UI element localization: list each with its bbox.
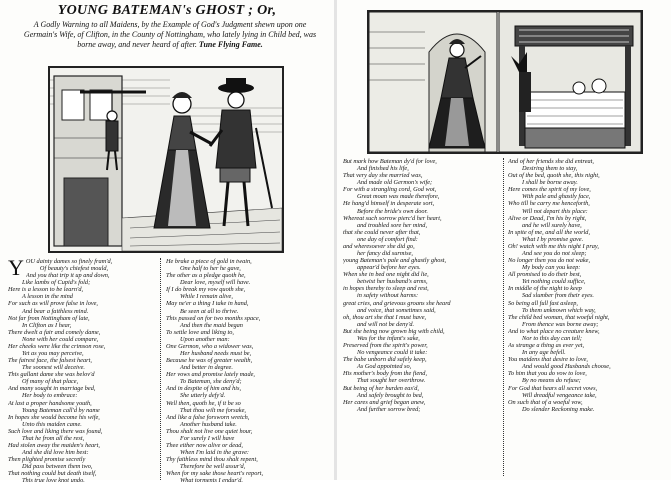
verse-line: Because he was of greater wealth, bbox=[166, 357, 253, 365]
verse-line: From thence was borne away; bbox=[522, 320, 599, 328]
verse-line: Before the bride's own door. bbox=[357, 207, 428, 215]
verse-line: Her body to embrace: bbox=[22, 392, 78, 400]
verse-line: Therefore be well assur'd, bbox=[180, 463, 246, 471]
left-page bbox=[0, 0, 334, 485]
verse-line: Was for the infant's sake, bbox=[357, 334, 420, 342]
verse-line: My body can you keep: bbox=[522, 264, 581, 272]
verse-line: And she did love him best: bbox=[22, 449, 89, 457]
verse-line: Here comes the spirit of my love, bbox=[508, 186, 591, 194]
verse-line: And bear a faithless mind. bbox=[22, 307, 89, 315]
verse-line: great cries, and grievous groans she heard bbox=[343, 299, 451, 307]
verse-line: At last a proper handsome youth, bbox=[8, 399, 92, 407]
verse-line: In spite of me, and all the world, bbox=[508, 228, 591, 236]
verse-line: Great moan was made therefore, bbox=[357, 193, 440, 201]
verse-line: If I do break my vow quoth she, bbox=[166, 286, 246, 294]
verse-line: Will not depart this place: bbox=[522, 207, 588, 215]
verse-line: Her cheeks were like the crimson rose, bbox=[8, 342, 106, 350]
verse-line: Of beauty's chiefest mould, bbox=[39, 265, 109, 273]
verse-line: young Bateman's pale and ghastly ghost, bbox=[343, 257, 447, 265]
verse-line: Such love and liking there was found, bbox=[8, 427, 103, 435]
verse-line: To him that you do vow to love, bbox=[508, 370, 587, 378]
verse-line: Dear love, myself will have. bbox=[180, 279, 251, 287]
verse-line: Yet nothing could suffice, bbox=[522, 278, 586, 286]
verse-line: As strange a thing as ever yet, bbox=[508, 342, 585, 350]
verse-line: Thy faithless mind thou shalt repent, bbox=[166, 456, 258, 464]
verse-line: Yet as you may perceive, bbox=[22, 350, 84, 358]
verse-line: No longer then you do not wake, bbox=[508, 257, 591, 265]
verse-line: oh, thou art she that I must have, bbox=[343, 313, 427, 321]
verse-line: By no means do refuse; bbox=[522, 377, 581, 385]
verse-line: And finished his life, bbox=[357, 165, 409, 173]
verse-line: That sought her overthrow. bbox=[357, 377, 426, 385]
verse-line: and wheresoever she did go, bbox=[343, 242, 415, 250]
verse-line: One half to her he gave, bbox=[180, 265, 241, 273]
verse-line: None with her could compare, bbox=[22, 335, 99, 343]
verse-line: I shall be borne away. bbox=[522, 179, 578, 187]
verse-line: But mark how Bateman dy'd for love, bbox=[343, 158, 437, 165]
verse-line: Another husband take. bbox=[180, 420, 237, 428]
left-column-2 bbox=[166, 258, 326, 485]
verse-line: And better in degree. bbox=[180, 364, 233, 372]
verse-line: appear'd before her eyes. bbox=[357, 264, 421, 272]
verse-line: He hang'd himself in desperate sort, bbox=[343, 200, 435, 208]
verse-line: And you that trip it up and down, bbox=[25, 272, 110, 280]
ballad-title: YOUNG BATEMAN's GHOST ; Or, bbox=[57, 3, 277, 18]
verse-line: her fancy did surmise, bbox=[357, 250, 413, 258]
verse-line: Alive or Dead, I'm his by right, bbox=[508, 214, 587, 222]
verse-line: Desiring them to stay, bbox=[522, 165, 578, 173]
verse-line: His mother's body from the fiend, bbox=[343, 370, 428, 378]
verse-line: And of her friends she did entreat, bbox=[508, 158, 594, 165]
verse-line: Did pass between them two, bbox=[22, 463, 93, 471]
verse-line: Sad slumber from their eyes. bbox=[522, 292, 594, 300]
verse-line: The child bed woman, that woeful night, bbox=[508, 313, 610, 321]
verse-line: That thou wilt me forsake, bbox=[180, 406, 246, 414]
verse-line: Here is a lesson to be learn'd, bbox=[8, 286, 84, 294]
verse-line: And to what place no creature knew, bbox=[508, 327, 600, 335]
verse-line: Out of the bed, quoth she, this night, bbox=[508, 172, 600, 180]
verse-line: With pale and ghastly face, bbox=[522, 193, 591, 201]
verse-line: Her vows and promise lately made, bbox=[166, 371, 255, 379]
verse-line: A lesson in the mind bbox=[22, 293, 73, 301]
verse-line: Young Bateman call'd by name bbox=[22, 406, 100, 414]
verse-line: And then the maid began bbox=[180, 321, 243, 329]
verse-line: Oh! watch with me this night I pray, bbox=[508, 242, 599, 250]
verse-line: Her cares and grief began anew, bbox=[343, 398, 426, 406]
left-column-1 bbox=[8, 255, 156, 485]
verse-line: The fairest face, the falsest heart, bbox=[8, 357, 92, 365]
verse-line: Then plighted promise secretly bbox=[8, 456, 86, 464]
verse-line: He brake a piece of gold in twain, bbox=[166, 258, 252, 265]
woodcut-ghost-and-bed-illustration bbox=[369, 12, 641, 152]
woodcut-hanging-and-couple-illustration bbox=[50, 68, 282, 251]
right-page bbox=[337, 0, 671, 480]
verse-line: and he will surely have, bbox=[522, 221, 582, 229]
verse-line: The soonest will deceive. bbox=[22, 364, 85, 372]
verse-line: What torments I endur'd. bbox=[180, 477, 243, 485]
verse-line: This true love knot undo. bbox=[22, 477, 85, 485]
verse-line: Like lambs of Cupid's fold; bbox=[22, 279, 91, 287]
verse-line: This passed on for two months space, bbox=[166, 314, 261, 322]
verse-line: Of many of that place, bbox=[22, 378, 79, 386]
verse-line: Thou shalt not live one quiet hour, bbox=[166, 427, 253, 435]
verse-line: Upon another man: bbox=[180, 335, 230, 343]
verse-line: There dwelt a fair and comely dame, bbox=[8, 328, 101, 336]
verse-line: And made old Germon's wife; bbox=[357, 179, 433, 187]
woodcut-right bbox=[367, 10, 643, 154]
verse-line: And further sorrow bred; bbox=[357, 405, 421, 413]
verse-line: That very day she married was, bbox=[343, 172, 423, 180]
verse-line: The other as a pledge quoth he, bbox=[166, 272, 246, 280]
verse-line: OU dainty dames so finely fram'd, bbox=[25, 258, 113, 265]
verse-line: This gallant dame she was belov'd bbox=[8, 371, 95, 379]
verse-line: Whereat such sorrow pierc'd her heart, bbox=[343, 214, 442, 222]
verse-line: Had stolen away the maiden's heart, bbox=[8, 442, 100, 450]
drop-cap: Y bbox=[8, 255, 24, 280]
verse-line: Her husband needs must be, bbox=[180, 350, 252, 358]
verse-line: one day of comfort find: bbox=[357, 235, 418, 243]
verse-line: And safely brought to bed, bbox=[357, 391, 424, 399]
verse-line: in hopes thereby to sleep and rest, bbox=[343, 285, 429, 293]
right-column-1 bbox=[343, 158, 503, 413]
verse-line: For God that hears all secret vows, bbox=[508, 384, 598, 392]
verse-line: Well then, quoth he, if it be so bbox=[166, 399, 241, 407]
verse-line: For surely I will have bbox=[180, 434, 235, 442]
verse-line: And in despite of him and his, bbox=[166, 385, 242, 393]
verse-line: To Bateman, she deny'd; bbox=[180, 378, 242, 386]
right-column-2 bbox=[508, 158, 668, 413]
verse-line: When for my sake those heart's report, bbox=[166, 470, 264, 478]
verse-line: Who till he carry me henceforth, bbox=[508, 200, 590, 208]
verse-line: What I by promise gave. bbox=[522, 235, 584, 243]
verse-line: and voice, that sometimes said, bbox=[357, 306, 436, 314]
verse-line: Preserved from the spirit's power, bbox=[343, 342, 428, 350]
verse-line: Nor to this day can tell; bbox=[522, 334, 582, 342]
verse-line: In middle of the night to keep bbox=[508, 285, 582, 293]
column-divider bbox=[160, 258, 163, 480]
ballad-subtitle bbox=[20, 20, 320, 50]
verse-line: Be seen at all to thrive. bbox=[180, 307, 239, 315]
verse-line: As God appointed so, bbox=[357, 363, 412, 371]
verse-line: That nothing could but death itself, bbox=[8, 470, 97, 478]
verse-line: and will not be deny'd. bbox=[357, 320, 415, 328]
verse-line: She utterly defy'd. bbox=[180, 392, 226, 400]
verse-line: And many sought in marriage bed, bbox=[8, 385, 96, 393]
verse-line: And like a false forsworn wretch, bbox=[166, 413, 250, 421]
verse-line: Do slender Reckoning make. bbox=[522, 405, 595, 413]
verse-line: All promised to do their best, bbox=[508, 271, 582, 279]
column-divider bbox=[503, 158, 506, 476]
verse-line: Will dreadful vengeance take, bbox=[522, 391, 597, 399]
verse-line: That he from all the rest, bbox=[22, 434, 85, 442]
verse-line: betwixt her husband's arms, bbox=[357, 278, 428, 286]
verse-line: In hopes she would become his wife, bbox=[8, 413, 100, 421]
verse-line: May ne'er a thing I take in hand, bbox=[166, 300, 249, 308]
verse-line: For with a strangling cord, God wot, bbox=[343, 186, 437, 194]
verse-line: In Clifton as I hear, bbox=[22, 321, 72, 329]
verse-line: Unto this maiden came. bbox=[22, 420, 82, 428]
verse-line: When she in bed one night did lie, bbox=[343, 271, 429, 279]
verse-line: On such that of a woeful vow, bbox=[508, 398, 583, 406]
subtitle-text: A Godly Warning to all Maidens, by the Example of God's Judgment shewn upon one Germain's Wife, of Clifton, in the County of Nottingham, who lately lying in Child bed, was borne away, and never heard of after. bbox=[23, 20, 317, 49]
verse-line: To them unknown which way, bbox=[522, 306, 596, 314]
verse-line: that she could never after that, bbox=[343, 228, 421, 236]
tune-note: Tune Flying Fame. bbox=[198, 40, 263, 49]
verse-line: For such as will prove false in love, bbox=[8, 300, 99, 308]
woodcut-left bbox=[48, 66, 284, 253]
verse-line: One Germon, who a widower was, bbox=[166, 342, 254, 350]
verse-line: While I remain alive, bbox=[180, 293, 233, 301]
verse-line: When I'm laid in the grave: bbox=[180, 449, 250, 457]
verse-line: No vengeance could it take: bbox=[357, 349, 428, 357]
verse-line: But she being now grown big with child, bbox=[343, 327, 445, 335]
verse-line: To settle love and liking to, bbox=[166, 328, 234, 336]
verse-line: Thee either now alive or dead, bbox=[166, 442, 243, 450]
verse-line: In any age befell. bbox=[522, 349, 566, 357]
verse-line: Not far from Nottingham of late, bbox=[8, 314, 90, 322]
verse-line: The babe unborn did safely keep, bbox=[343, 356, 427, 364]
verse-line: And see you do not sleep; bbox=[522, 250, 587, 258]
verse-line: And would good Husbands choose, bbox=[522, 363, 611, 371]
verse-line: in safety without harms: bbox=[357, 292, 419, 300]
verse-line: So being all full fast asleep, bbox=[508, 299, 578, 307]
verse-line: But being of her burden eas'd, bbox=[343, 384, 419, 392]
verse-line: You maidens that desire to love, bbox=[508, 356, 588, 364]
verse-line: and troubled sore her mind, bbox=[357, 221, 428, 229]
